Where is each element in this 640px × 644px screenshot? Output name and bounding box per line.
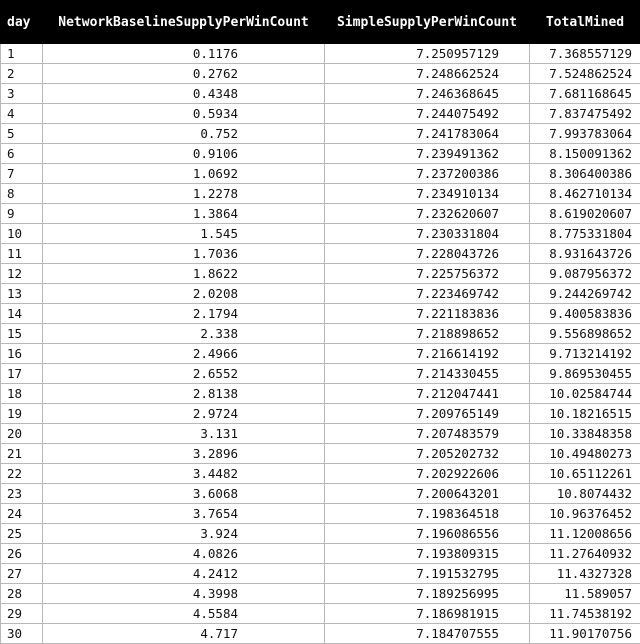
cell-total-mined[interactable]: 10.49480273 xyxy=(530,444,640,464)
cell-simple-supply[interactable]: 7.248662524 xyxy=(325,64,530,84)
cell-total-mined[interactable]: 10.02584744 xyxy=(530,384,640,404)
cell-simple-supply[interactable]: 7.239491362 xyxy=(325,144,530,164)
cell-day[interactable]: 27 xyxy=(1,564,43,584)
table-row xyxy=(1,344,640,364)
header-total-mined[interactable]: TotalMined xyxy=(530,1,640,44)
cell-total-mined[interactable]: 9.087956372 xyxy=(530,264,640,284)
cell-network-baseline-supply[interactable]: 2.8138 xyxy=(43,384,325,404)
cell-total-mined[interactable]: 9.400583836 xyxy=(530,304,640,324)
cell-simple-supply[interactable]: 7.200643201 xyxy=(325,484,530,504)
header-day[interactable]: day xyxy=(1,1,43,44)
cell-simple-supply[interactable]: 7.193809315 xyxy=(325,544,530,564)
cell-total-mined[interactable]: 9.244269742 xyxy=(530,284,640,304)
cell-simple-supply[interactable]: 7.205202732 xyxy=(325,444,530,464)
cell-total-mined[interactable]: 11.74538192 xyxy=(530,604,640,624)
cell-total-mined[interactable]: 8.775331804 xyxy=(530,224,640,244)
table-row xyxy=(1,504,640,524)
cell-total-mined[interactable]: 7.524862524 xyxy=(530,64,640,84)
header-simple-supply[interactable]: SimpleSupplyPerWinCount xyxy=(325,1,530,44)
cell-day[interactable]: 3 xyxy=(1,84,43,104)
cell-simple-supply[interactable]: 7.218898652 xyxy=(325,324,530,344)
cell-simple-supply[interactable]: 7.207483579 xyxy=(325,424,530,444)
cell-day[interactable]: 23 xyxy=(1,484,43,504)
cell-simple-supply[interactable]: 7.189256995 xyxy=(325,584,530,604)
table-row xyxy=(1,324,640,344)
table-row xyxy=(1,544,640,564)
cell-day[interactable]: 17 xyxy=(1,364,43,384)
table-row xyxy=(1,264,640,284)
table-row xyxy=(1,624,640,644)
cell-network-baseline-supply[interactable]: 0.752 xyxy=(43,124,325,144)
cell-day[interactable]: 28 xyxy=(1,584,43,604)
cell-day[interactable]: 25 xyxy=(1,524,43,544)
cell-day[interactable]: 9 xyxy=(1,204,43,224)
cell-network-baseline-supply[interactable]: 0.4348 xyxy=(43,84,325,104)
cell-day[interactable]: 18 xyxy=(1,384,43,404)
cell-day[interactable]: 8 xyxy=(1,184,43,204)
cell-simple-supply[interactable]: 7.198364518 xyxy=(325,504,530,524)
cell-network-baseline-supply[interactable]: 2.338 xyxy=(43,324,325,344)
cell-day[interactable]: 21 xyxy=(1,444,43,464)
table-row xyxy=(1,604,640,624)
cell-day[interactable]: 24 xyxy=(1,504,43,524)
cell-total-mined[interactable]: 9.556898652 xyxy=(530,324,640,344)
cell-total-mined[interactable]: 7.368557129 xyxy=(530,44,640,64)
cell-total-mined[interactable]: 11.4327328 xyxy=(530,564,640,584)
cell-total-mined[interactable]: 10.65112261 xyxy=(530,464,640,484)
cell-day[interactable]: 19 xyxy=(1,404,43,424)
table-row xyxy=(1,404,640,424)
cell-network-baseline-supply[interactable]: 0.1176 xyxy=(43,44,325,64)
table-row xyxy=(1,244,640,264)
cell-simple-supply[interactable]: 7.250957129 xyxy=(325,44,530,64)
table-row xyxy=(1,84,640,104)
cell-network-baseline-supply[interactable]: 1.0692 xyxy=(43,164,325,184)
cell-network-baseline-supply[interactable]: 2.6552 xyxy=(43,364,325,384)
table-row xyxy=(1,304,640,324)
table-row xyxy=(1,464,640,484)
cell-simple-supply[interactable]: 7.212047441 xyxy=(325,384,530,404)
table-row xyxy=(1,204,640,224)
cell-day[interactable]: 15 xyxy=(1,324,43,344)
cell-total-mined[interactable]: 10.18216515 xyxy=(530,404,640,424)
cell-network-baseline-supply[interactable]: 4.717 xyxy=(43,624,325,644)
cell-simple-supply[interactable]: 7.221183836 xyxy=(325,304,530,324)
cell-total-mined[interactable]: 8.306400386 xyxy=(530,164,640,184)
cell-network-baseline-supply[interactable]: 1.3864 xyxy=(43,204,325,224)
cell-total-mined[interactable]: 10.96376452 xyxy=(530,504,640,524)
cell-day[interactable]: 11 xyxy=(1,244,43,264)
cell-network-baseline-supply[interactable]: 1.545 xyxy=(43,224,325,244)
cell-day[interactable]: 30 xyxy=(1,624,43,644)
cell-network-baseline-supply[interactable]: 1.7036 xyxy=(43,244,325,264)
table-row xyxy=(1,384,640,404)
cell-simple-supply[interactable]: 7.184707555 xyxy=(325,624,530,644)
cell-day[interactable]: 12 xyxy=(1,264,43,284)
cell-simple-supply[interactable]: 7.186981915 xyxy=(325,604,530,624)
cell-simple-supply[interactable]: 7.246368645 xyxy=(325,84,530,104)
cell-simple-supply[interactable]: 7.191532795 xyxy=(325,564,530,584)
cell-network-baseline-supply[interactable]: 3.7654 xyxy=(43,504,325,524)
cell-simple-supply[interactable]: 7.225756372 xyxy=(325,264,530,284)
table-row xyxy=(1,104,640,124)
cell-network-baseline-supply[interactable]: 0.2762 xyxy=(43,64,325,84)
cell-day[interactable]: 5 xyxy=(1,124,43,144)
cell-simple-supply[interactable]: 7.230331804 xyxy=(325,224,530,244)
table-row xyxy=(1,444,640,464)
table-row xyxy=(1,124,640,144)
cell-network-baseline-supply[interactable]: 2.0208 xyxy=(43,284,325,304)
cell-total-mined[interactable]: 9.713214192 xyxy=(530,344,640,364)
cell-day[interactable]: 7 xyxy=(1,164,43,184)
table-row xyxy=(1,484,640,504)
cell-simple-supply[interactable]: 7.237200386 xyxy=(325,164,530,184)
table-row xyxy=(1,164,640,184)
cell-network-baseline-supply[interactable]: 0.9106 xyxy=(43,144,325,164)
cell-day[interactable]: 29 xyxy=(1,604,43,624)
cell-network-baseline-supply[interactable]: 3.924 xyxy=(43,524,325,544)
cell-total-mined[interactable]: 7.837475492 xyxy=(530,104,640,124)
cell-total-mined[interactable]: 8.462710134 xyxy=(530,184,640,204)
table-row xyxy=(1,364,640,384)
cell-total-mined[interactable]: 11.90170756 xyxy=(530,624,640,644)
cell-network-baseline-supply[interactable]: 3.131 xyxy=(43,424,325,444)
cell-total-mined[interactable]: 10.33848358 xyxy=(530,424,640,444)
cell-total-mined[interactable]: 11.589057 xyxy=(530,584,640,604)
cell-total-mined[interactable]: 7.681168645 xyxy=(530,84,640,104)
cell-network-baseline-supply[interactable]: 4.5584 xyxy=(43,604,325,624)
cell-network-baseline-supply[interactable]: 0.5934 xyxy=(43,104,325,124)
cell-network-baseline-supply[interactable]: 2.9724 xyxy=(43,404,325,424)
cell-day[interactable]: 26 xyxy=(1,544,43,564)
table-row xyxy=(1,424,640,444)
cell-total-mined[interactable]: 8.931643726 xyxy=(530,244,640,264)
cell-simple-supply[interactable]: 7.196086556 xyxy=(325,524,530,544)
table-row xyxy=(1,44,640,64)
cell-simple-supply[interactable]: 7.232620607 xyxy=(325,204,530,224)
cell-day[interactable]: 10 xyxy=(1,224,43,244)
table-row xyxy=(1,184,640,204)
cell-day[interactable]: 22 xyxy=(1,464,43,484)
cell-simple-supply[interactable]: 7.214330455 xyxy=(325,364,530,384)
table-row xyxy=(1,144,640,164)
cell-network-baseline-supply[interactable]: 3.2896 xyxy=(43,444,325,464)
table-body xyxy=(1,44,640,644)
cell-total-mined[interactable]: 11.12008656 xyxy=(530,524,640,544)
cell-total-mined[interactable]: 9.869530455 xyxy=(530,364,640,384)
cell-day[interactable]: 4 xyxy=(1,104,43,124)
header-row xyxy=(1,1,640,44)
cell-total-mined[interactable]: 8.619020607 xyxy=(530,204,640,224)
cell-day[interactable]: 1 xyxy=(1,44,43,64)
header-network-baseline-supply[interactable]: NetworkBaselineSupplyPerWinCount xyxy=(43,1,325,44)
table-row xyxy=(1,584,640,604)
cell-total-mined[interactable]: 11.27640932 xyxy=(530,544,640,564)
cell-network-baseline-supply[interactable]: 3.6068 xyxy=(43,484,325,504)
cell-simple-supply[interactable]: 7.244075492 xyxy=(325,104,530,124)
table-row xyxy=(1,524,640,544)
table-row xyxy=(1,224,640,244)
cell-day[interactable]: 2 xyxy=(1,64,43,84)
cell-day[interactable]: 20 xyxy=(1,424,43,444)
cell-simple-supply[interactable]: 7.216614192 xyxy=(325,344,530,364)
table-row xyxy=(1,64,640,84)
cell-network-baseline-supply[interactable]: 4.0826 xyxy=(43,544,325,564)
cell-day[interactable]: 6 xyxy=(1,144,43,164)
cell-total-mined[interactable]: 10.8074432 xyxy=(530,484,640,504)
cell-total-mined[interactable]: 8.150091362 xyxy=(530,144,640,164)
table-row xyxy=(1,564,640,584)
cell-network-baseline-supply[interactable]: 4.2412 xyxy=(43,564,325,584)
table-row xyxy=(1,284,640,304)
cell-network-baseline-supply[interactable]: 2.1794 xyxy=(43,304,325,324)
cell-day[interactable]: 14 xyxy=(1,304,43,324)
cell-day[interactable]: 13 xyxy=(1,284,43,304)
cell-network-baseline-supply[interactable]: 2.4966 xyxy=(43,344,325,364)
cell-network-baseline-supply[interactable]: 1.8622 xyxy=(43,264,325,284)
cell-network-baseline-supply[interactable]: 1.2278 xyxy=(43,184,325,204)
cell-simple-supply[interactable]: 7.228043726 xyxy=(325,244,530,264)
cell-network-baseline-supply[interactable]: 4.3998 xyxy=(43,584,325,604)
cell-simple-supply[interactable]: 7.223469742 xyxy=(325,284,530,304)
cell-network-baseline-supply[interactable]: 3.4482 xyxy=(43,464,325,484)
cell-simple-supply[interactable]: 7.209765149 xyxy=(325,404,530,424)
cell-simple-supply[interactable]: 7.202922606 xyxy=(325,464,530,484)
cell-simple-supply[interactable]: 7.241783064 xyxy=(325,124,530,144)
cell-day[interactable]: 16 xyxy=(1,344,43,364)
cell-simple-supply[interactable]: 7.234910134 xyxy=(325,184,530,204)
cell-total-mined[interactable]: 7.993783064 xyxy=(530,124,640,144)
